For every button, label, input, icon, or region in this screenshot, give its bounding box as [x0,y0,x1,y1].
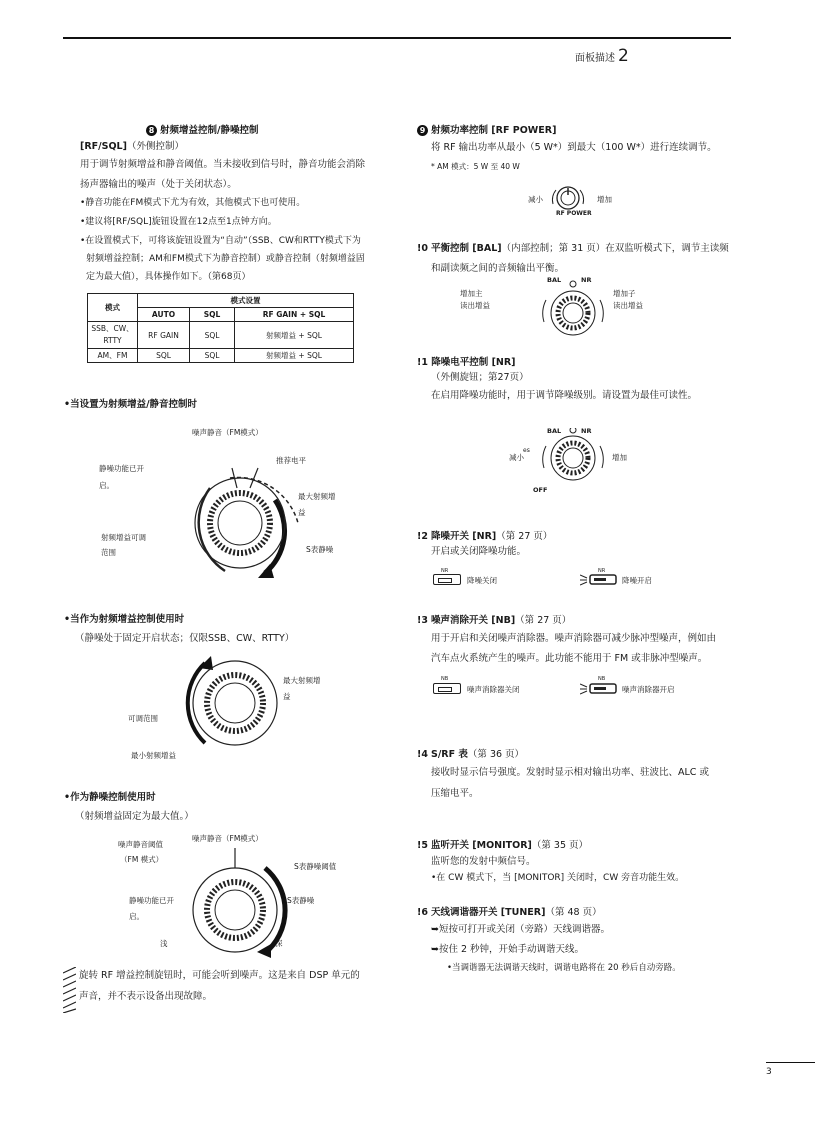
s9-knob-label: RF POWER [556,210,592,217]
s11-number: !1 [417,357,428,368]
d1-label-recommended: 推荐电平 [276,456,306,465]
s12-switch-on [580,572,620,588]
note-hatch-icon [63,967,76,1013]
d1-label-fm-squelch: 噪声静音（FM模式） [192,428,263,437]
d1-pointer-rec [250,468,258,488]
s12-label-on: 降噪开启 [622,576,652,585]
d2-label-adj-range: 可调范围 [128,714,158,723]
header-section-title: 面板描述 [575,53,615,64]
d1-label-squelch-open-1: 静噪功能已开 [99,464,144,473]
d2-knob-center [215,683,255,723]
s13-page: （第 27 页） [515,615,572,626]
s10-label-left-1: 增加主 [460,289,483,298]
s15-desc: 监听您的发射中频信号。 [431,856,536,867]
note-line2: 声音，并不表示设备出现故障。 [79,991,213,1002]
table-cell-rfsql: 射频增益 + SQL [235,349,354,363]
mode-settings-table [87,293,354,363]
d1-label-max-rf-1: 最大射频增 [298,492,336,501]
d2-arc-range [188,663,205,743]
s12-tag-on: NR [598,568,606,574]
table-row [88,322,354,349]
s11-label-nr: NR [581,427,592,435]
s8-bullet2: •建议将[RF/SQL]旋钮设置在12点至1点钟方向。 [80,217,277,227]
d1-label-rf-adj-2: 范围 [101,548,116,557]
s13-switch-off [433,683,461,694]
footer-page-number: 3 [766,1067,772,1077]
table-cell-rfsql: 射频增益 + SQL [235,322,354,349]
table-cell-sql: SQL [190,322,235,349]
d3-label-shallow: 浅 [160,939,168,948]
s8-desc-line1: 用于调节射频增益和静音阈值。当未接收到信号时，静音功能会消除 [80,159,366,170]
s12-heading [417,530,552,543]
d3-note: （射频增益固定为最大值。） [75,811,194,822]
s12-desc: 开启或关闭降噪功能。 [431,546,527,557]
s10-label-right-1: 增加子 [613,289,636,298]
s16-bullet3: •当调谐器无法调谐天线时，调谐电路将在 20 秒后自动旁路。 [447,963,681,973]
s12-tag-off: NR [441,568,449,574]
s8-bullet3-line1: •在设置模式下，可将该旋钮设置为“自动”（SSB、CW和RTTY模式下为 [80,236,361,246]
s10-label-right-2: 读出增益 [613,301,643,310]
s12-number: !2 [417,531,428,542]
d1-label-rf-adj-1: 射频增益可调 [101,533,146,542]
table-header-mode: 模式 [88,294,138,322]
d1-label-squelch-open-2: 启。 [99,481,114,490]
d3-label-s-thr: S表静噪阈值 [294,862,337,871]
s10-desc-line2: 和副读频之间的音频输出平衡。 [431,263,565,274]
d2-label-min-rf: 最小射频增益 [131,751,176,760]
table-cell-mode-line2: RTTY [103,336,122,345]
header-chapter-number: 2 [618,46,629,66]
table-header-sql: SQL [190,308,235,322]
s10-label-bal: BAL [547,276,562,284]
table-cell-sql: SQL [190,349,235,363]
s9-number-badge: 9 [417,125,428,136]
s13-tag-off: NB [441,676,449,682]
s11-label-decrease-extra: es [523,447,530,454]
d1-label-max-rf-2: 益 [298,508,306,517]
d3-label-squelch-open-1: 静噪功能已开 [129,896,174,905]
s15-title: 监听开关 [MONITOR] [430,840,532,851]
s8-subtitle-key: [RF/SQL] [80,141,127,152]
table-row [88,349,354,363]
s8-heading [146,124,258,137]
header-rule [63,37,731,39]
s11-label-bal: BAL [547,427,562,435]
table-header-auto: AUTO [138,308,190,322]
s9-rf-power-knob [548,184,588,212]
s16-title: 天线调谐器开关 [TUNER] [430,907,546,918]
s13-heading [417,614,571,627]
s11-nr-knob [538,428,608,488]
s14-desc-line2: 压缩电平。 [431,788,479,799]
s8-bullet3-line2: 射频增益控制；AM和FM模式下为静音控制）或静音控制（射频增益固 [86,254,365,264]
d3-label-fm-squelch: 噪声静音（FM模式） [192,834,263,843]
d2-label-max-rf-2: 益 [283,692,291,701]
s16-page: （第 48 页） [545,907,602,918]
s11-title: 降噪电平控制 [NR] [431,357,516,368]
s9-desc: 将 RF 输出功率从最小（5 W*）到最大（100 W*）进行连续调节。 [431,142,717,153]
s9-note: * AM 模式：5 W 至 40 W [431,162,520,171]
s15-bullet: •在 CW 模式下，当 [MONITOR] 关闭时，CW 旁音功能生效。 [431,873,685,883]
s13-label-off: 噪声消除器关闭 [467,685,520,694]
d3-label-squelch-open-2: 启。 [129,912,144,921]
s11-label-off: OFF [533,486,548,494]
d3-label-deep: 深 [275,939,283,948]
d3-arrow-head [257,944,271,958]
s12-label-off: 降噪关闭 [467,576,497,585]
d3-label-fm-thr-1: 噪声静音阈值 [118,840,163,849]
d2-label-max-rf-1: 最大射频增 [283,676,321,685]
table-header-settings: 模式设置 [138,294,354,308]
s8-bullet1: •静音功能在FM模式下尤为有效，其他模式下也可使用。 [80,198,306,208]
s15-number: !5 [417,840,428,851]
s8-title: 射频增益控制/静噪控制 [160,125,259,136]
s10-label-nr: NR [581,276,592,284]
table-header-rfsql: RF GAIN + SQL [235,308,354,322]
s15-heading [417,839,588,852]
s14-heading [417,748,524,761]
s16-bullet1: ➥短按可打开或关闭（旁路）天线调谐器。 [431,924,610,935]
s8-subtitle [80,140,184,153]
note-line1: 旋转 RF 增益控制旋钮时，可能会听到噪声。这是来自 DSP 单元的 [79,970,360,981]
s13-desc-line2: 汽车点火系统产生的噪声。此功能不能用于 FM 或非脉冲型噪声。 [431,653,708,664]
s11-label-decrease: 减小 [509,453,524,462]
d3-label-s-squelch: S表静噪 [287,896,315,905]
table-cell-mode: AM、FM [88,349,138,363]
d2-note: （静噪处于固定开启状态；仅限SSB、CW、RTTY） [75,633,295,644]
s13-desc-line1: 用于开启和关闭噪声消除器。噪声消除器可减少脉冲型噪声，例如由 [431,633,717,644]
s10-desc-line1: （内部控制；第 31 页）在双监听模式下，调节主读频 [501,243,729,254]
s9-label-decrease: 减小 [528,195,543,204]
s14-title: S/RF 表 [430,749,468,760]
d1-knob-center [218,501,262,545]
s9-title: 射频功率控制 [RF POWER] [431,125,557,136]
table-cell-mode-line1: SSB、CW、 [91,324,134,333]
s13-switch-on [580,681,620,697]
d3-label-fm-thr-2: （FM 模式） [120,855,164,864]
s10-bal-knob [538,280,608,340]
s14-desc-line1: 接收时显示信号强度。发射时显示相对输出功率、驻波比、ALC 或 [431,767,709,778]
s14-number: !4 [417,749,428,760]
s9-heading [417,124,556,137]
s10-heading [417,242,729,255]
s10-number: !0 [417,243,428,254]
d3-knob-center [215,890,255,930]
s16-heading [417,906,602,919]
s8-subtitle-note: （外侧控制） [126,141,184,152]
s16-bullet2: ➥按住 2 秒钟，开始手动调谐天线。 [431,944,585,955]
s14-page: （第 36 页） [467,749,525,760]
d1-label-s-squelch: S表静噪 [306,545,334,554]
s15-page: （第 35 页） [531,840,589,851]
s16-number: !6 [417,907,428,918]
s11-desc: 在启用降噪功能时，用于调节降噪级别。请设置为最佳可读性。 [431,390,698,401]
s8-number-badge: 8 [146,125,157,136]
s12-title: 降噪开关 [NR] [430,531,497,542]
s9-label-increase: 增加 [597,195,612,204]
d2-heading: •当作为射频增益控制使用时 [64,614,185,625]
s11-sub: （外侧旋钮；第27页） [431,372,529,383]
table-cell-auto: SQL [138,349,190,363]
table-cell-mode [88,322,138,349]
s10-title: 平衡控制 [BAL] [430,243,502,254]
s13-label-on: 噪声消除器开启 [622,685,675,694]
table-cell-auto: RF GAIN [138,322,190,349]
s8-desc-line2: 扬声器输出的噪声（处于关闭状态）。 [80,179,237,190]
s8-bullet3-line3: 定为最大值），具体操作如下。（第68页） [86,272,251,282]
s13-number: !3 [417,615,428,626]
d1-heading: •当设置为射频增益/静音控制时 [64,399,198,410]
s11-heading [417,356,516,369]
d2-knob-diagram [175,648,295,753]
s13-tag-on: NB [598,676,606,682]
d3-heading: •作为静噪控制使用时 [64,792,156,803]
s12-page: （第 27 页） [496,531,553,542]
footer-rule [766,1062,815,1063]
s13-title: 噪声消除开关 [NB] [430,615,516,626]
s11-label-increase: 增加 [612,453,627,462]
s12-switch-off [433,574,461,585]
s10-label-left-2: 读出增益 [460,301,490,310]
